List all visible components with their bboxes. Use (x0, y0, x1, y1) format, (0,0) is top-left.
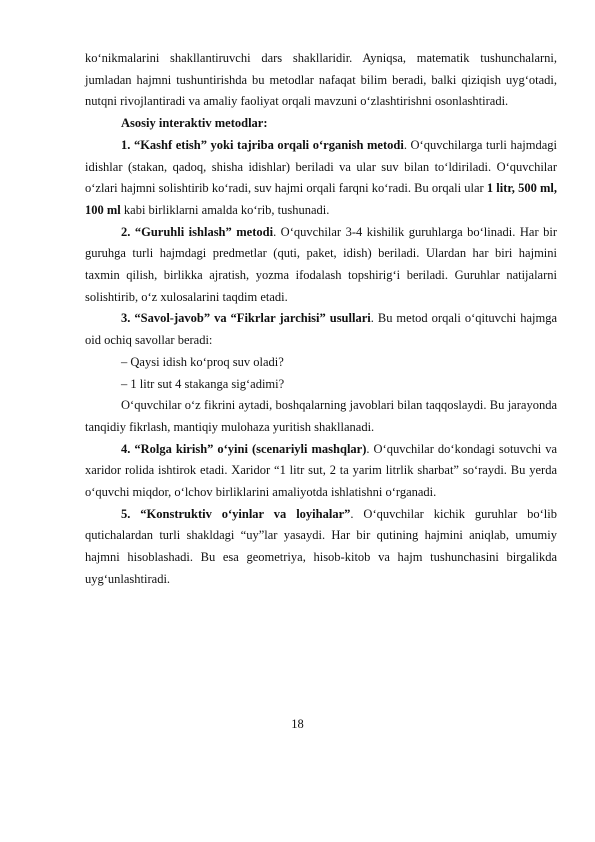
method-5-title: 5. “Konstruktiv o‘yinlar va loyihalar” (121, 506, 351, 521)
method-4-text: . O‘quvchilar do‘kondagi sotuvchi va xaridor rolida ishtirok etadi. Xaridor “1 litr sut, 2 ta yarim litrlik sharbat” so‘raydi. Bu yerda o‘quvchi miqdor, o‘lchov birliklarini amaliyotda ishlatishni o‘rganadi. (85, 441, 557, 500)
intro-paragraph: ko‘nikmalarini shakllantiruvchi dars shakllaridir. Ayniqsa, matematik tushunchalarni, jumladan hajmni tushuntirishda bu metodlar nafaqat bilim beradi, balki qiziqish uyg‘otadi, nutqni rivojlantiradi va amaliy faoliyat orqali mavzuni o‘zlashtirishni osonlashtiradi. (85, 51, 557, 109)
method-3-paragraph (85, 308, 557, 351)
method-1-text-end: kabi birliklarni amalda ko‘rib, tushunadi. (120, 202, 330, 217)
method-2-paragraph (85, 222, 557, 309)
method-3-title: 3. “Savol-javob” va “Fikrlar jarchisi” usullari (121, 311, 371, 326)
method-5-paragraph (85, 504, 557, 591)
question-item-1: – Qaysi idish ko‘proq suv oladi? (121, 354, 284, 369)
method-1-units: 1 litr, 500 ml, 100 ml (85, 181, 557, 217)
section-heading: Asosiy interaktiv metodlar: (121, 116, 268, 131)
method-3-text: . Bu metod orqali o‘qituvchi hajmga oid ochiq savollar beradi: (85, 311, 557, 348)
page-number: 18 (291, 717, 304, 731)
method-1-title: 1. “Kashf etish” yoki tajriba orqali o‘rganish metodi (121, 137, 404, 152)
method-3-follow-paragraph: O‘quvchilar o‘z fikrini aytadi, boshqalarning javoblari bilan taqqoslaydi. Bu jarayonda tanqidiy fikrlash, mantiqiy mulohaza yuritish shakllanadi. (85, 398, 557, 434)
document-page (85, 48, 557, 591)
method-2-title: 2. “Guruhli ishlash” metodi (121, 224, 274, 239)
method-2-text: . O‘quvchilar 3-4 kishilik guruhlarga bo‘linadi. Har bir guruhga turli hajmdagi predmetlar (quti, paket, idish) beriladi. Ulardan har biri hajmini taxmin qilish, birlikka ajratish, yozma ifodalash topshirig‘i beriladi. Guruhlar natijalarni solishtirib, o‘z xulosalarini taqdim etadi. (85, 224, 558, 304)
method-4-paragraph (85, 439, 557, 504)
method-1-text: . O‘quvchilarga turli hajmdagi idishlar (stakan, qadoq, shisha idishlar) beriladi va ular suv bilan to‘ldiriladi. O‘quvchilar o‘zlari hajmni solishtirib ko‘radi, suv hajmi orqali farqni ko‘radi. Bu orqali ular (85, 137, 557, 196)
method-4-title: 4. “Rolga kirish” o‘yini (scenariyli mashqlar) (121, 441, 367, 456)
method-1-paragraph (85, 135, 557, 222)
method-5-text: . O‘quvchilar kichik guruhlar bo‘lib qutichalardan turli shakldagi “uy”lar yasaydi. Har bir qutining hajmini aniqlab, umumiy hajmni hisoblashadi. Bu esa geometriya, hisob-kitob va hajm tushunchasini birgalikda uyg‘unlashtiradi. (85, 506, 557, 586)
question-item-2: – 1 litr sut 4 stakanga sig‘adimi? (121, 376, 285, 391)
